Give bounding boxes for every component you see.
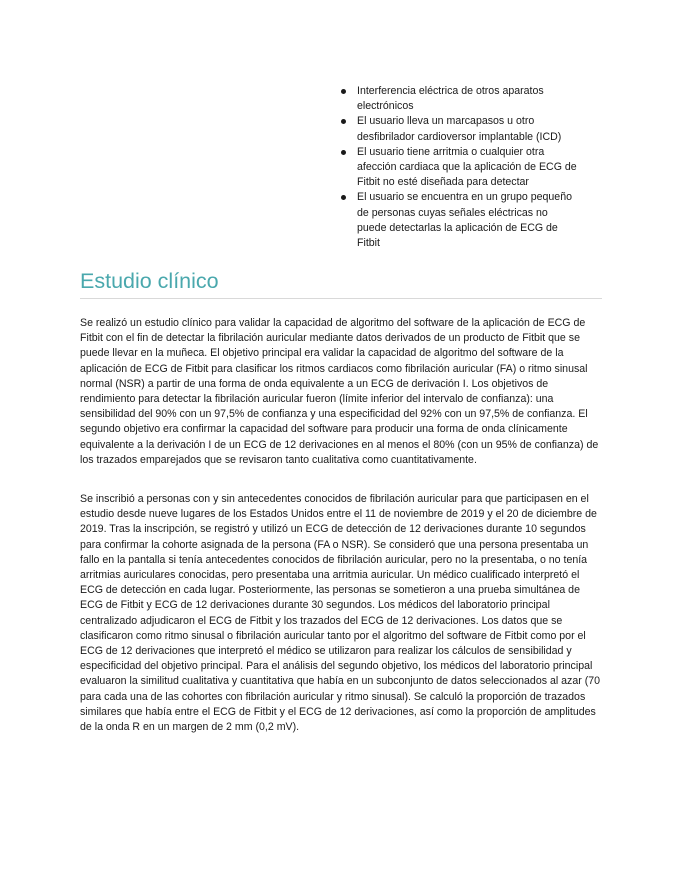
list-item-text: Interferencia eléctrica de otros aparatos electrónicos xyxy=(357,85,544,113)
bullet-icon xyxy=(341,89,346,94)
list-item-text: El usuario lleva un marcapasos u otro desfibrilador cardioversor implantable (ICD) xyxy=(357,115,562,143)
section-title: Estudio clínico xyxy=(80,269,219,293)
limitations-bullet-list xyxy=(339,84,579,251)
bullet-icon xyxy=(341,150,346,155)
list-item xyxy=(339,190,579,251)
bullet-icon xyxy=(341,119,346,124)
list-item-text: El usuario se encuentra en un grupo pequeño de personas cuyas señales eléctricas no puede detectarlas la aplicación de ECG de Fitbit xyxy=(357,191,572,250)
bullet-icon xyxy=(341,195,346,200)
body-paragraph-1: Se realizó un estudio clínico para validar la capacidad de algoritmo del software de la aplicación de ECG de Fitbit con el fin de detectar la fibrilación auricular mediante datos derivados de un producto de Fitbit que se puede llevar en la muñeca. El objetivo principal era validar la capacidad de algoritmo del software de la aplicación de ECG de Fitbit para clasificar los ritmos cardiacos como fibrilación auricular (FA) o ritmo sinusal normal (NSR) a partir de una forma de onda equivalente a un ECG de derivación I. Los objetivos de rendimiento para detectar la fibrilación auricular fueron (límite inferior del intervalo de confianza): una sensibilidad del 90% con un 97,5% de confianza y una especificidad del 92% con un 97,5% de confianza. El segundo objetivo era confirmar la capacidad del software para producir una forma de onda clínicamente equivalente a la derivación I de un ECG de 12 derivaciones en al menos el 80% (con un 95% de confianza) de los trazados emparejados que se revisaron tanto cualitativa como cuantitativamente. xyxy=(80,317,599,466)
list-item xyxy=(339,145,579,191)
body-paragraph-2: Se inscribió a personas con y sin antecedentes conocidos de fibrilación auricular para que participasen en el estudio desde nueve lugares de los Estados Unidos entre el 11 de noviembre de 2019 y el 20 de diciembre de 2019. Tras la inscripción, se registró y utilizó un ECG de detección de 12 derivaciones durante 10 segundos para confirmar la cohorte asignada de la persona (FA o NSR). Se consideró que una persona presentaba un fallo en la pantalla si tenía antecedentes conocidos de fibrilación auricular, pero no la presentaba, o no tenía arritmias auriculares conocidas, pero presentaba una arritmia auricular. Un médico cualificado interpretó el ECG de detección en cada lugar. Posteriormente, las personas se sometieron a una prueba simultánea de ECG de Fitbit y ECG de 12 derivaciones durante 30 segundos. Los médicos del laboratorio principal centralizado adjudicaron el ECG de Fitbit y los trazados del ECG de 12 derivaciones. Los datos que se clasificaron como ritmo sinusal o fibrilación auricular tanto por el algoritmo del software de Fitbit como por el ECG de 12 derivaciones que interpretó el médico se utilizaron para realizar los cálculos de sensibilidad y especificidad del objetivo principal. Para el análisis del segundo objetivo, los médicos del laboratorio principal evaluaron la similitud cualitativa y cuantitativa que había en un subconjunto de datos seleccionados al azar (70 para cada una de las cohortes con fibrilación auricular y ritmo sinusal). Se calculó la proporción de trazados similares que había entre el ECG de Fitbit y el ECG de 12 derivaciones, así como la proporción de amplitudes de la onda R en un margen de 2 mm (0,2 mV). xyxy=(80,493,601,734)
section-divider xyxy=(80,298,602,299)
list-item xyxy=(339,114,579,144)
list-item-text: El usuario tiene arritmia o cualquier otra afección cardiaca que la aplicación de ECG de Fitbit no esté diseñada para detectar xyxy=(357,145,577,189)
list-item xyxy=(339,84,579,114)
